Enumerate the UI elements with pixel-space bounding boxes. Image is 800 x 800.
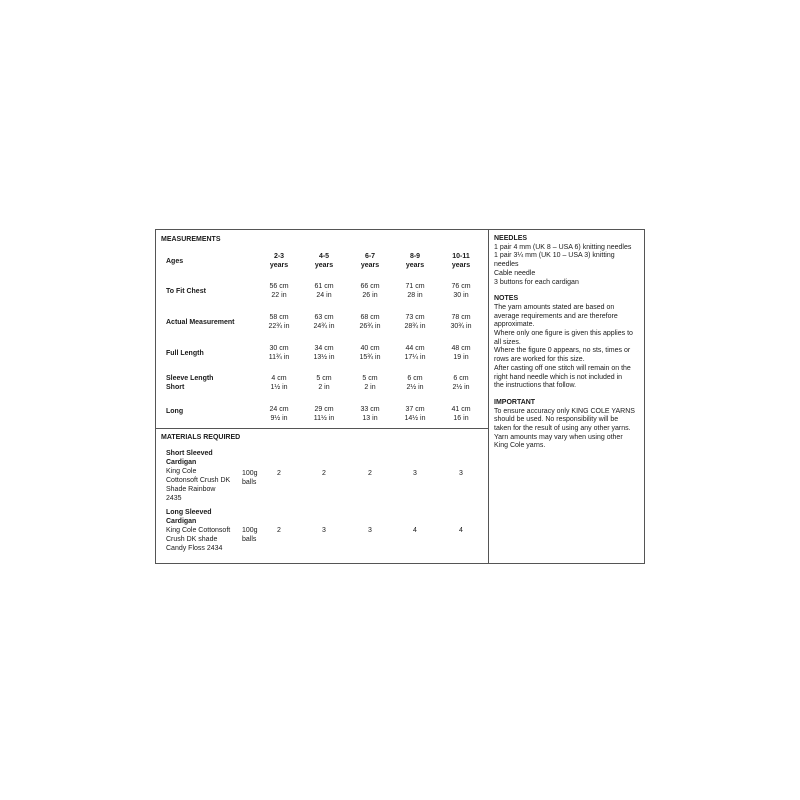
material-quantity: 2 [277, 527, 281, 534]
full-length-value: 34 cm 13½ in [313, 345, 335, 361]
age-header: 10-11 years [451, 253, 471, 269]
notes-line: The yarn amounts stated are based on [494, 303, 615, 311]
notes-line: Where only one figure is given this applies to [494, 330, 633, 338]
material-quantity: 3 [368, 527, 372, 534]
actual-value: 68 cm 26¾ in [359, 314, 381, 330]
chest-value: 56 cm 22 in [269, 283, 289, 299]
notes-title: NOTES [494, 295, 519, 303]
age-header: 4-5 years [314, 253, 334, 269]
actual-value: 78 cm 30¾ in [450, 314, 472, 330]
measurements-title: MEASUREMENTS [161, 236, 221, 243]
sleeve-long-value: 41 cm 16 in [451, 406, 471, 422]
notes-line: average requirements and are therefore [494, 312, 618, 320]
sleeve-short-value: 5 cm 2 in [316, 375, 332, 391]
row-label-full-length: Full Length [166, 350, 204, 357]
needles-line: Cable needle [494, 269, 536, 277]
material-quantity: 3 [413, 470, 417, 477]
important-line: To ensure accuracy only KING COLE YARNS [494, 407, 635, 415]
chest-value: 66 cm 26 in [360, 283, 380, 299]
needles-line: 3 buttons for each cardigan [494, 278, 579, 286]
sleeve-short-value: 5 cm 2 in [362, 375, 378, 391]
important-title: IMPORTANT [494, 398, 536, 406]
notes-line: the instructions that follow. [494, 382, 577, 390]
needles-line: 1 pair 4 mm (UK 8 – USA 6) knitting needles [494, 243, 632, 251]
chest-value: 61 cm 24 in [314, 283, 334, 299]
sleeve-long-value: 24 cm 9½ in [269, 406, 289, 422]
notes-column [494, 235, 646, 451]
full-length-value: 40 cm 15¾ in [359, 345, 381, 361]
material-quantity: 4 [459, 527, 463, 534]
important-line: King Cole yarns. [494, 442, 546, 450]
material-quantity: 4 [413, 527, 417, 534]
pattern-info-panel [155, 229, 645, 564]
material-quantity: 2 [277, 470, 281, 477]
age-header: 2-3 years [269, 253, 289, 269]
row-label-sleeve-short: Sleeve Length Short [166, 375, 214, 391]
notes-line: Where the figure 0 appears, no sts, times or [494, 347, 631, 355]
notes-line: rows are worked for this size. [494, 356, 585, 364]
notes-line: After casting off one stitch will remain on the [494, 364, 631, 372]
row-label-actual: Actual Measurement [166, 319, 235, 326]
sleeve-short-value: 6 cm 2½ in [452, 375, 470, 391]
ages-label: Ages [166, 258, 184, 265]
material-unit: 100g balls [242, 470, 258, 486]
sleeve-long-value: 29 cm 11½ in [313, 406, 335, 422]
sleeve-long-value: 37 cm 14½ in [404, 406, 426, 422]
full-length-value: 48 cm 19 in [451, 345, 471, 361]
actual-value: 58 cm 22¾ in [268, 314, 290, 330]
full-length-value: 44 cm 17¼ in [404, 345, 426, 361]
age-header: 8-9 years [405, 253, 425, 269]
row-label-chest: To Fit Chest [166, 288, 206, 295]
age-header: 6-7 years [360, 253, 380, 269]
material-quantity: 3 [322, 527, 326, 534]
important-line: taken for the result of using any other yarns. [494, 425, 631, 433]
material-unit: 100g balls [242, 527, 258, 543]
full-length-value: 30 cm 11¾ in [268, 345, 290, 361]
chest-value: 76 cm 30 in [451, 283, 471, 299]
notes-line: all sizes. [494, 338, 521, 346]
column-divider [488, 230, 489, 563]
materials-title: MATERIALS REQUIRED [161, 434, 241, 441]
sleeve-long-value: 33 cm 13 in [360, 406, 380, 422]
sleeve-short-value: 4 cm 1½ in [270, 375, 288, 391]
actual-value: 73 cm 28¾ in [404, 314, 426, 330]
important-line: should be used. No responsibility will be [494, 416, 619, 424]
material-quantity: 2 [368, 470, 372, 477]
section-divider [156, 428, 489, 429]
needles-title: NEEDLES [494, 235, 528, 242]
needles-line: needles [494, 261, 519, 269]
material-quantity: 3 [459, 470, 463, 477]
material-item-description: Short Sleeved Cardigan King Cole Cottonsoft Crush DK Shade Rainbow 2435 [166, 450, 231, 502]
important-line: Yarn amounts may vary when using other [494, 433, 623, 441]
notes-line: right hand needle which is not included in [494, 373, 623, 381]
actual-value: 63 cm 24¾ in [313, 314, 335, 330]
chest-value: 71 cm 28 in [405, 283, 425, 299]
material-quantity: 2 [322, 470, 326, 477]
sleeve-short-value: 6 cm 2½ in [406, 375, 424, 391]
needles-line: 1 pair 3¼ mm (UK 10 – USA 3) knitting [494, 252, 615, 260]
notes-line: approximate. [494, 321, 535, 329]
row-label-long: Long [166, 408, 184, 415]
material-item-description: Long Sleeved Cardigan King Cole Cottonsoft Crush DK shade Candy Floss 2434 [166, 509, 231, 552]
